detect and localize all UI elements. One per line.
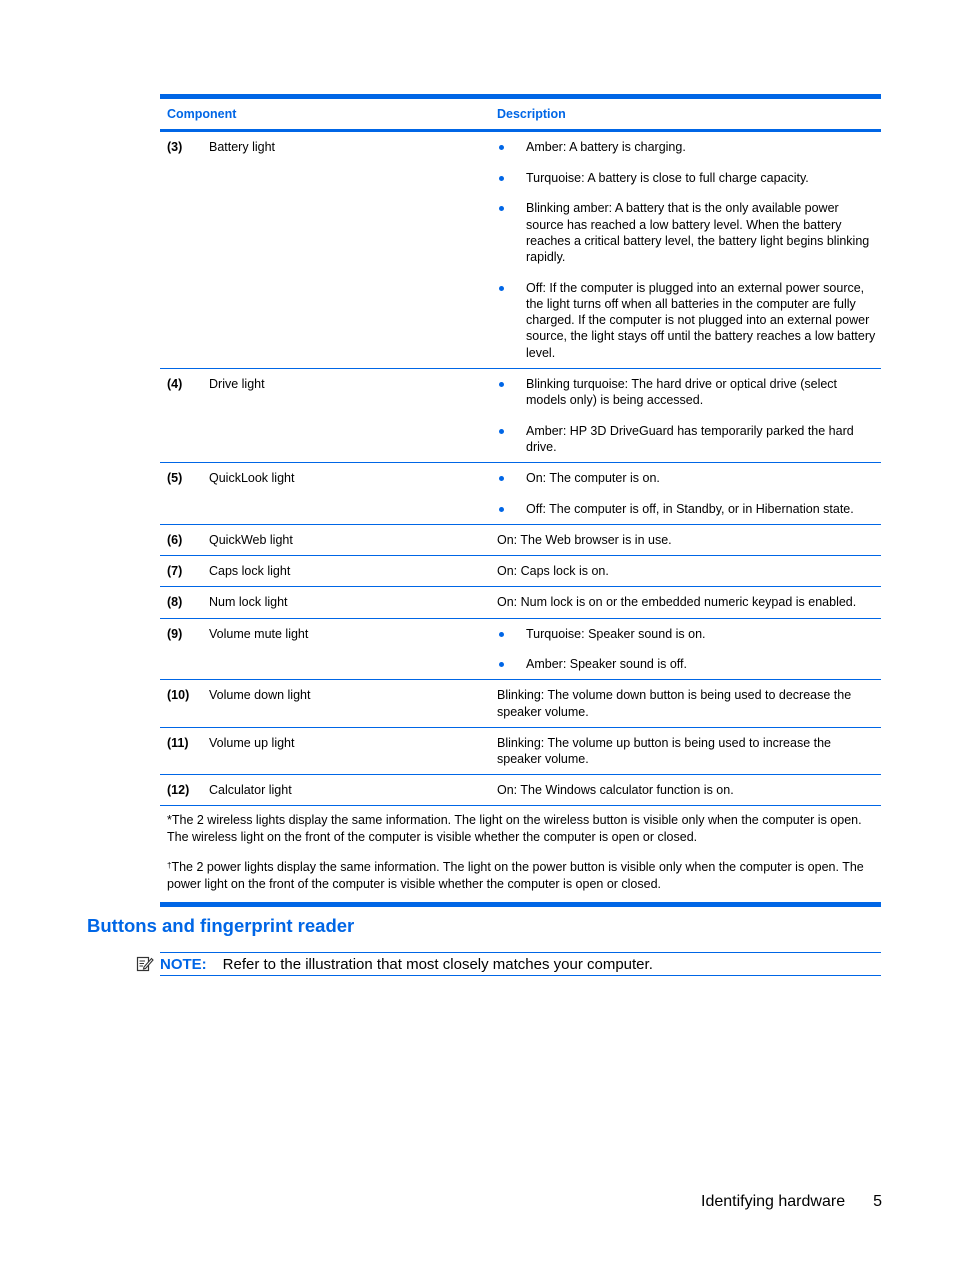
page-number: 5 [873, 1193, 882, 1210]
row-component-name: Drive light [209, 376, 265, 391]
row-number: (12) [167, 783, 190, 798]
description-text: Blinking: The volume down button is being used to decrease the speaker volume. [497, 688, 852, 719]
row-number: (6) [167, 532, 183, 547]
table-row [160, 132, 881, 369]
components-table [160, 94, 881, 907]
table-row [160, 556, 881, 587]
row-description [497, 525, 881, 555]
bullet-item: Off: The computer is off, in Standby, or in Hibernation state. [497, 501, 877, 517]
header-component: Component [167, 107, 237, 121]
bullet-item: Amber: Speaker sound is off. [497, 656, 877, 672]
bullet-list [497, 470, 877, 517]
row-description [497, 728, 881, 774]
row-description [497, 132, 881, 368]
footer-chapter: Identifying hardware [701, 1193, 846, 1210]
table-row [160, 619, 881, 681]
note-text: Refer to the illustration that most closely matches your computer. [222, 955, 653, 973]
row-number: (11) [167, 735, 189, 750]
description-text: Blinking: The volume up button is being used to increase the speaker volume. [497, 735, 832, 767]
table-row [160, 728, 881, 775]
row-number: (7) [167, 564, 183, 579]
row-description [497, 463, 881, 524]
footnote-power [167, 859, 875, 891]
table-row [160, 463, 881, 525]
footnote-wireless: *The 2 wireless lights display the same information. The light on the wireless button is visible only when the computer is open. The wireless light on the front of the computer is visible whether the computer is open or closed. [167, 813, 862, 844]
description-text: On: The Web browser is in use. [497, 532, 672, 547]
note-pencil-icon [136, 954, 154, 972]
bullet-item: Off: If the computer is plugged into an external power source, the light turns off when all batteries in the computer are fully charged. If the computer is not plugged into an external power source, the light stays off until the battery reaches a low battery level. [497, 280, 877, 361]
row-component-name: QuickLook light [209, 471, 295, 486]
bullet-item: Turquoise: A battery is close to full charge capacity. [497, 170, 877, 186]
bullet-list [497, 376, 877, 455]
row-number: (8) [167, 595, 183, 610]
row-component-name: Volume down light [209, 688, 311, 703]
row-description [497, 680, 881, 726]
row-component-name: Caps lock light [209, 564, 291, 579]
row-number: (9) [167, 626, 183, 641]
row-component-name: QuickWeb light [209, 532, 293, 547]
row-description [497, 587, 881, 617]
table-row [160, 369, 881, 463]
bullet-item: Amber: HP 3D DriveGuard has temporarily parked the hard drive. [497, 423, 877, 455]
row-component-name: Volume up light [209, 735, 295, 750]
row-number: (5) [167, 471, 183, 486]
table-header [160, 99, 881, 132]
row-component-name: Battery light [209, 140, 276, 154]
header-description: Description [497, 107, 566, 121]
row-number: (10) [167, 688, 190, 703]
table-row [160, 525, 881, 556]
table-row [160, 680, 881, 727]
bullet-item: On: The computer is on. [497, 470, 877, 486]
dagger-mark: † [167, 861, 172, 871]
footnote-power-text: The 2 power lights display the same information. The light on the power button is visible only when the computer is open. The power light on the front of the computer is visible whether the computer is open or closed. [167, 860, 864, 891]
bullet-list [497, 139, 877, 361]
row-description [497, 775, 881, 805]
row-description [497, 556, 881, 586]
table-row [160, 587, 881, 618]
note-label: NOTE: [160, 955, 207, 973]
bullet-item: Turquoise: Speaker sound is on. [497, 626, 877, 642]
note-box [160, 952, 881, 976]
row-number: (3) [167, 140, 183, 154]
row-description [497, 619, 881, 680]
bullet-list [497, 626, 877, 673]
bullet-item: Blinking amber: A battery that is the only available power source has reached a low battery level. When the battery reaches a critical battery level, the battery light begins blinking rapidly. [497, 200, 877, 265]
description-text: On: Num lock is on or the embedded numeric keypad is enabled. [497, 595, 857, 610]
table-footnotes [160, 806, 881, 901]
description-text: On: Caps lock is on. [497, 564, 609, 579]
page-footer [701, 1193, 882, 1211]
row-description [497, 369, 881, 462]
table-row [160, 775, 881, 806]
description-text: On: The Windows calculator function is on. [497, 783, 734, 798]
bullet-item: Blinking turquoise: The hard drive or optical drive (select models only) is being accessed. [497, 376, 877, 408]
row-component-name: Volume mute light [209, 626, 309, 641]
row-number: (4) [167, 376, 183, 391]
row-component-name: Num lock light [209, 595, 288, 610]
bullet-item: Amber: A battery is charging. [497, 139, 877, 155]
row-component-name: Calculator light [209, 783, 292, 798]
section-title: Buttons and fingerprint reader [87, 915, 355, 936]
